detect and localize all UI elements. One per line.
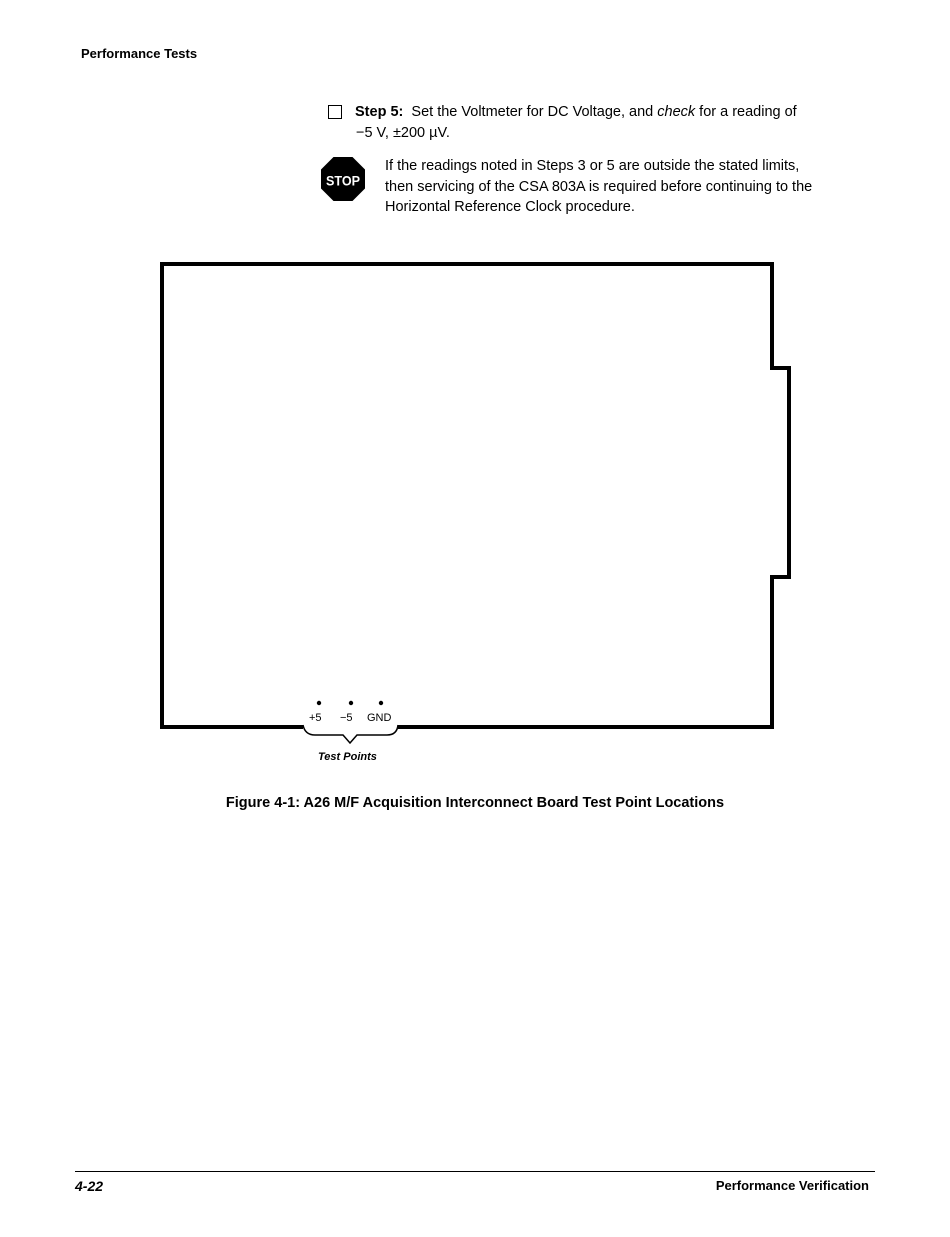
test-point-label-minus5: −5 xyxy=(340,712,353,724)
footer-section-title: Performance Verification xyxy=(715,1178,869,1193)
test-point-dot xyxy=(317,701,321,705)
test-points-caption: Test Points xyxy=(318,751,377,763)
running-header: Performance Tests xyxy=(81,46,198,61)
stop-note-text xyxy=(385,156,865,218)
figure-caption: Figure 4-1: A26 M/F Acquisition Interconnect Board Test Point Locations xyxy=(225,795,725,811)
board-outline xyxy=(162,264,789,727)
test-point-dot xyxy=(349,701,353,705)
step-label: Step 5: xyxy=(355,104,404,120)
step-instruction xyxy=(355,104,797,120)
stop-sign-icon xyxy=(320,156,366,202)
test-points-bracket xyxy=(303,725,398,743)
stop-note-line: then servicing of the CSA 803A is required before continuing to the xyxy=(385,178,813,195)
test-point-label-plus5: +5 xyxy=(309,712,322,724)
stop-note-line: Horizontal Reference Clock procedure. xyxy=(385,199,635,215)
step-emphasis: check xyxy=(657,104,696,120)
footer-rule xyxy=(75,1171,875,1172)
test-point-dot xyxy=(379,701,383,705)
step-text-before: Set the Voltmeter for DC Voltage, and xyxy=(411,104,654,120)
step-reading-spec: −5 V, ±200 µV. xyxy=(356,125,450,141)
step-text-after: for a reading of xyxy=(699,104,797,120)
stop-sign-text: STOP xyxy=(326,173,360,189)
test-point-label-gnd: GND xyxy=(367,712,392,724)
step-checkbox[interactable] xyxy=(328,105,342,119)
stop-note-line: If the readings noted in Steps 3 or 5 are outside the stated limits, xyxy=(385,158,800,174)
page-number: 4-22 xyxy=(75,1178,104,1194)
